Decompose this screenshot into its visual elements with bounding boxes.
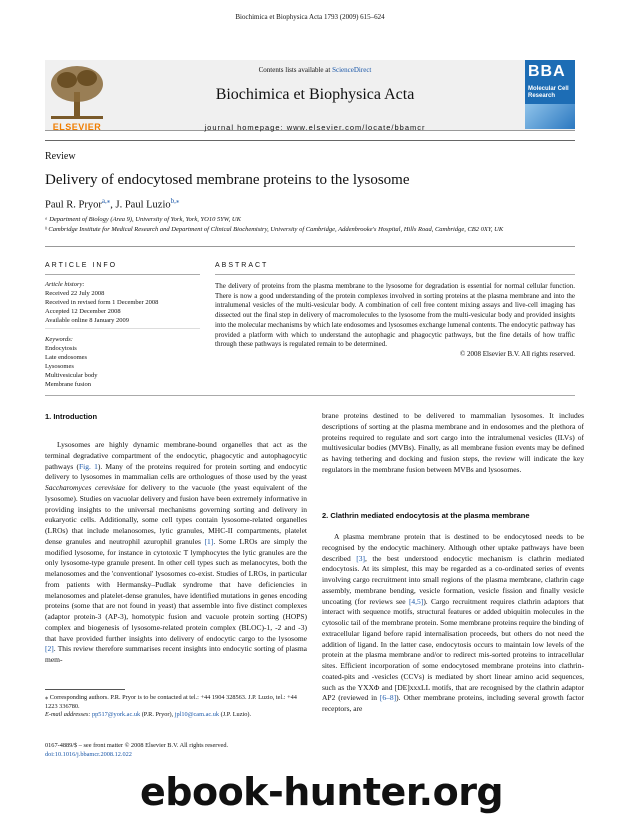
text-run: (P.R. Pryor), [140,711,175,718]
affiliation-a: ᵃ Department of Biology (Area 9), University of York, York, YO10 5YW, UK [45,216,241,223]
keywords [45,335,205,389]
issn-line: 0167-4889/$ – see front matter © 2008 Elsevier B.V. All rights reserved. [45,742,229,749]
paragraph [322,532,584,715]
keyword: Lysosomes [45,363,74,370]
divider [45,328,200,329]
email-link[interactable]: pp517@york.ac.uk [92,711,141,718]
sciencedirect-link[interactable]: ScienceDirect [332,66,372,74]
affiliation-b: ᵇ Cambridge Institute for Medical Research and Department of Clinical Biochemistry, University of Cambridge, Addenbrooke's Hospital, Hills Road, Cambridge, CB2 0XY, UK [45,226,504,233]
contents-prefix: Contents lists available at [258,66,333,74]
history-label: Article history: [45,281,85,288]
abstract-body [215,282,575,360]
text-run: , the best understood endocytic mechanism is clathrin mediated endocytosis. At its simplest, this may be regarded as a co-ordinated series of events involving cargo recruitment into small regions of the plasma membrane, clathrin cage assembly, membrane bending, vesicle formation, vesicle fission and finally vesicle uncoating (for reviews see [322,553,585,606]
divider [45,140,575,141]
text-run: A plasma membrane protein that is destined to be endocytosed needs to be recognised by the endocytic machinery. Although other uptake pathways have been described [322,532,584,563]
keywords-label: Keywords: [45,336,73,343]
author-name: J. Paul Luzio [115,199,171,211]
journal-homepage[interactable]: journal homepage: www.elsevier.com/locate/bbamcr [204,123,426,132]
body-column-right [322,411,584,476]
footer-identifiers [45,742,307,759]
article-info-heading: ARTICLE INFO [45,262,118,269]
body-column-right-cont [322,532,584,715]
abstract-paragraph: The delivery of proteins from the plasma membrane to the lysosome for degradation is essential for normal cellular function. There is now a good understanding of the protein complexes involved in sorting proteins at the plasma membrane and into the intralumenal vesicles of the multi-vesicular body. A combination of cell free content mixing assays and live-cell imaging has dissected out the final step in delivery of macromolecules to the lysosome from the multi-vesicular body and provided insights into the molecular mechanisms by which late endosomes and lysosomes exchange lumenal contents. The endocytic pathway has provided a platform with which to understand the autophagic and phagocytic pathways, but the fine details of how traffic through these pathways is regulated remain to be determined. [215,282,575,349]
text-run: Lysosomes are highly dynamic membrane-bound organelles that act as the terminal degradative compartment of the endocytic, phagocytic and autophagocytic pathways ( [45,440,307,471]
history-line: Accepted 12 December 2008 [45,308,121,315]
article-history [45,280,205,325]
citation-link[interactable]: [6–8] [379,693,397,703]
citation-link[interactable]: [4,5] [408,596,424,606]
corresponding-authors: ⁎ Corresponding authors. P.R. Pryor is to be contacted at tel.: +44 1904 328563. J.P. Luzio, tel.: +44 1223 336780. [45,694,297,710]
abstract-heading: ABSTRACT [215,262,269,269]
article-title: Delivery of endocytosed membrane proteins to the lysosome [45,172,410,188]
history-line: Available online 8 January 2009 [45,317,129,324]
author-list [45,197,179,211]
journal-name: Biochimica et Biophysica Acta [215,86,415,103]
email-line [45,711,307,720]
keyword: Endocytosis [45,345,77,352]
body-column-left [45,440,307,666]
copyright-notice: © 2008 Elsevier B.V. All rights reserved. [459,349,575,358]
text-run: ). Many of the proteins required for protein sorting and endocytic delivery to lysosomes in mammalian cells are orthologues of those used by the yeast [45,461,307,482]
cover-graphic [525,104,575,129]
keyword: Multivesicular body [45,372,98,379]
citation-link[interactable]: [1] [204,536,214,546]
email-link[interactable]: jpl10@cam.ac.uk [174,711,220,718]
divider [45,395,575,396]
section-heading: 1. Introduction [45,412,98,421]
section-heading: 2. Clathrin mediated endocytosis at the plasma membrane [322,511,530,520]
citation-link[interactable]: [3] [356,553,365,563]
article-type: Review [45,151,76,162]
footnote-divider [45,689,125,690]
journal-cover-thumbnail [525,60,575,129]
author-affiliation-link[interactable]: a,⁎ [101,197,111,205]
divider [45,274,200,275]
text-run: for delivery to the vacuole (the yeast equivalent of the lysosome). Studies on vacuolar delivery and fusion have been extremely informative in providing insights to the universal mechanisms governing sorting and delivery in eukaryotic cells. Additionally, some cell types contain lysosome-related organelles (LROs) that include melanosomes, lytic granules, MHC-II compartments, platelet dense granules and neutrophil azurophil granules [45,483,308,546]
journal-reference: Biochimica et Biophysica Acta 1793 (2009) 615–624 [235,13,385,21]
author-affiliation-link[interactable]: b,⁎ [170,197,180,205]
keyword: Membrane fusion [45,381,92,388]
text-run: ). Other membrane proteins, including several growth factor receptors, are [322,693,584,713]
contents-line [110,66,520,74]
cover-subtitle: Molecular Cell Research [528,86,569,99]
text-run: ). Cargo recruitment requires clathrin adaptors that interact with sequence motifs, structural features or added ubiquitin molecules in the cytosolic tail of the membrane protein. Some membrane proteins require the binding of extracellular ligand before rapid internalisation proceeds, but others do not need the addition of ligand. In the latter case, endocytosis occurs to maintain low levels of the protein at the plasma membrane and/or to redirect mis-sorted proteins to intracellular sites. Efficient incorporation of some endocytosed membrane proteins into clathrin- coated-pits and -vesicles (CCVs) is mediated by short linear amino acid sequences, such as the YXXΦ and [DE]xxxLL motifs, that are recognised by the clathrin adaptor AP2 (reviewed in [322,596,584,703]
footnote [45,694,307,720]
doi-link[interactable]: doi:10.1016/j.bbamcr.2008.12.022 [45,750,132,758]
text-run: (J.P. Luzio). [219,711,252,718]
species-name: Saccharomyces cerevisiae [45,483,126,492]
publisher-logo-text: ELSEVIER [52,122,102,132]
keyword: Late endosomes [45,354,88,361]
text-run: . Some LROs are simply the modified lysosome, for instance in cytotoxic T lymphocytes the lytic granules are the only lysosome-type granule present. In other cell types such as melanocytes, both the melanosomes and the 'conventional' lysosomes co-exist. Studies of LROs, in particular from patients with Hermansky–Pudlak syndrome that have deficiencies in melanosomes and platelet-dense granules, have identified mutations in genes encoding proteins (some that are not found in yeast) that assemble into five distinct complexes (adaptor protein-3 (AP-3), homotypic fusion and vacuole protein sorting (HOPS) complex and biogenesis of lysosome-related protein complex (BLOC)-1, -2 and -3) that have provided further insights into delivery of endocytic cargo to the lysosome [45,536,307,643]
email-label: E-mail addresses: [45,711,92,718]
text-run: . This review therefore summarises recent insights into endocytic sorting of plasma mem- [45,644,307,664]
citation-link[interactable]: [2] [45,644,54,654]
divider [45,246,575,247]
paragraph: brane proteins destined to be delivered to mammalian lysosomes. It includes descriptions of sorting at the plasma membrane and in endosomes and the plethora of proteins required to regulate and sort cargo into the intralumenal vesicles (ILVs) of multivesicular bodies (MVBs). Finally, as all membrane fusion events may be defined as having tethering and docking and fusion steps, the review will indicate the key regulators in the membrane fusion between MVBs and lysosomes. [322,411,584,474]
figure-ref-link[interactable]: Fig. 1 [79,461,98,471]
paragraph [45,440,307,666]
history-line: Received 22 July 2008 [45,290,105,297]
cover-letters: BBA [528,63,566,80]
watermark: ebook-hunter.org [140,770,504,814]
author-separator: , [110,199,116,211]
author-name: Paul R. Pryor [45,199,102,211]
history-line: Received in revised form 1 December 2008 [45,299,159,306]
divider [215,274,575,275]
